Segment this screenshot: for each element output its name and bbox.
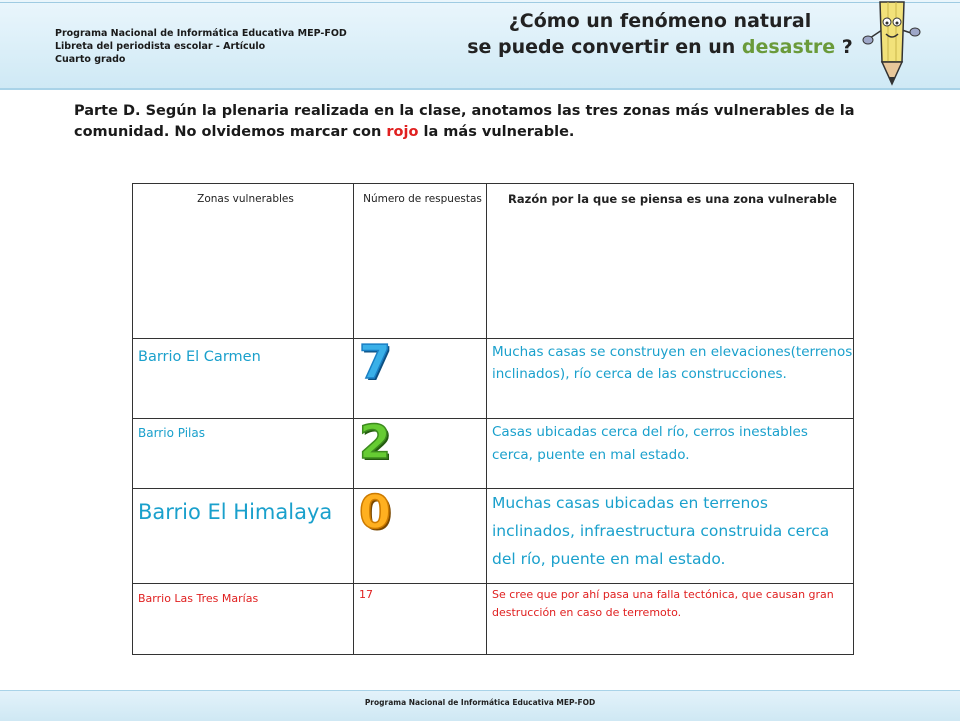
- instructions-part-1: Parte D. Según la plenaria realizada en la clase, anotamos las tres zonas más vulnerables de la comunidad. No olvidemos marcar con: [74, 103, 855, 140]
- zone-name: Barrio Las Tres Marías: [133, 584, 354, 655]
- header-responses: Número de respuestas: [354, 184, 487, 339]
- zone-reason: Muchas casas se construyen en elevaciones(terrenos inclinados), río cerca de las construcciones.: [487, 339, 854, 419]
- title-text-pre: se puede convertir en un: [467, 36, 742, 58]
- table-row: [133, 419, 854, 489]
- title-line-1: ¿Cómo un fenómeno natural: [508, 10, 812, 32]
- table-row: [133, 584, 854, 655]
- header-stripe: [0, 2, 960, 3]
- table-header-row: [133, 184, 854, 339]
- response-count: 2: [354, 419, 487, 489]
- table-row: [133, 489, 854, 584]
- program-line: Programa Nacional de Informática Educativa MEP-FOD: [55, 28, 347, 39]
- header-reason: Razón por la que se piensa es una zona vulnerable: [487, 184, 854, 339]
- response-count: 7: [354, 339, 487, 419]
- title-highlight: desastre: [741, 36, 836, 58]
- pencil-character-icon: [862, 0, 922, 88]
- response-count: 0: [354, 489, 487, 584]
- zone-name: Barrio Pilas: [133, 419, 354, 489]
- zone-name: Barrio El Himalaya: [133, 489, 354, 584]
- header-banner: [0, 0, 960, 90]
- zone-reason: Casas ubicadas cerca del río, cerros inestables cerca, puente en mal estado.: [487, 419, 854, 489]
- table-row: [133, 339, 854, 419]
- footer-bar: [0, 690, 960, 721]
- program-line: Libreta del periodista escolar - Artículo: [55, 41, 266, 52]
- response-count: 17: [354, 584, 487, 655]
- zone-name: Barrio El Carmen: [133, 339, 354, 419]
- title-line-2: [440, 34, 880, 60]
- header-zones: Zonas vulnerables: [133, 184, 354, 339]
- instructions-part-2: la más vulnerable.: [418, 124, 575, 140]
- program-info: [55, 27, 347, 66]
- program-line: Cuarto grado: [55, 54, 126, 65]
- instructions-red-word: rojo: [386, 124, 419, 140]
- zone-reason: Se cree que por ahí pasa una falla tectónica, que causan gran destrucción en caso de terremoto.: [487, 584, 854, 655]
- page-title: [440, 8, 880, 60]
- vulnerable-zones-table: [132, 183, 854, 655]
- footer-text: Programa Nacional de Informática Educativa MEP-FOD: [364, 698, 596, 707]
- title-text-post: ?: [835, 36, 853, 58]
- zone-reason: Muchas casas ubicadas en terrenos inclinados, infraestructura construida cerca del río, puente en mal estado.: [487, 489, 854, 584]
- instructions-text: [74, 101, 934, 143]
